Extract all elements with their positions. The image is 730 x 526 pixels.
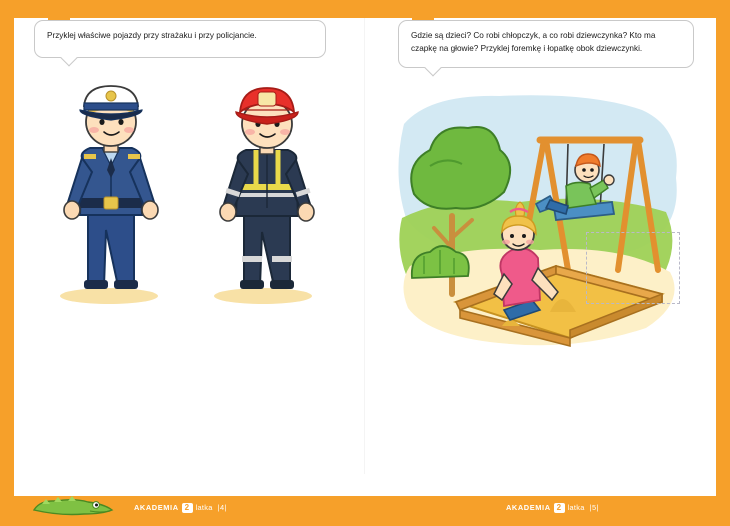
spread-gutter [364,18,365,474]
left-instruction-callout [34,20,326,58]
page-frame-left [0,0,14,526]
brand-right: AKADEMIA [506,502,551,512]
page-number-right: |5| [589,502,599,512]
right-instruction-callout [398,20,694,68]
policeman-figure [42,80,182,300]
sticker-placeholder[interactable] [586,232,680,304]
right-instruction-notch [412,0,434,20]
firefighter-figure [198,80,338,300]
page-number-left: |4| [217,502,227,512]
age-number-right: 2 [554,503,565,513]
left-instruction-notch [48,0,70,20]
age-number-left: 2 [182,503,193,513]
footer-white-strip [14,474,716,496]
age-word-left: latka [195,502,213,512]
page-frame-right [716,0,730,526]
playground-scene [390,88,690,358]
page-frame-top [0,0,730,18]
page-footer [0,474,730,526]
left-illustration [22,80,352,320]
left-page-footer-label [134,503,227,513]
brand-left: AKADEMIA [134,502,179,512]
left-instruction-text: Przyklej właściwe pojazdy przy strażaku i przy policjancie. [47,31,257,40]
crocodile-mascot [30,492,116,518]
age-word-right: latka [567,502,585,512]
right-page-footer-label [506,503,599,513]
right-instruction-text: Gdzie są dzieci? Co robi chłopczyk, a co robi dziewczynka? Kto ma czapkę na głowie? Przyklej foremkę i łopatkę obok dziewczynki. [411,31,656,53]
